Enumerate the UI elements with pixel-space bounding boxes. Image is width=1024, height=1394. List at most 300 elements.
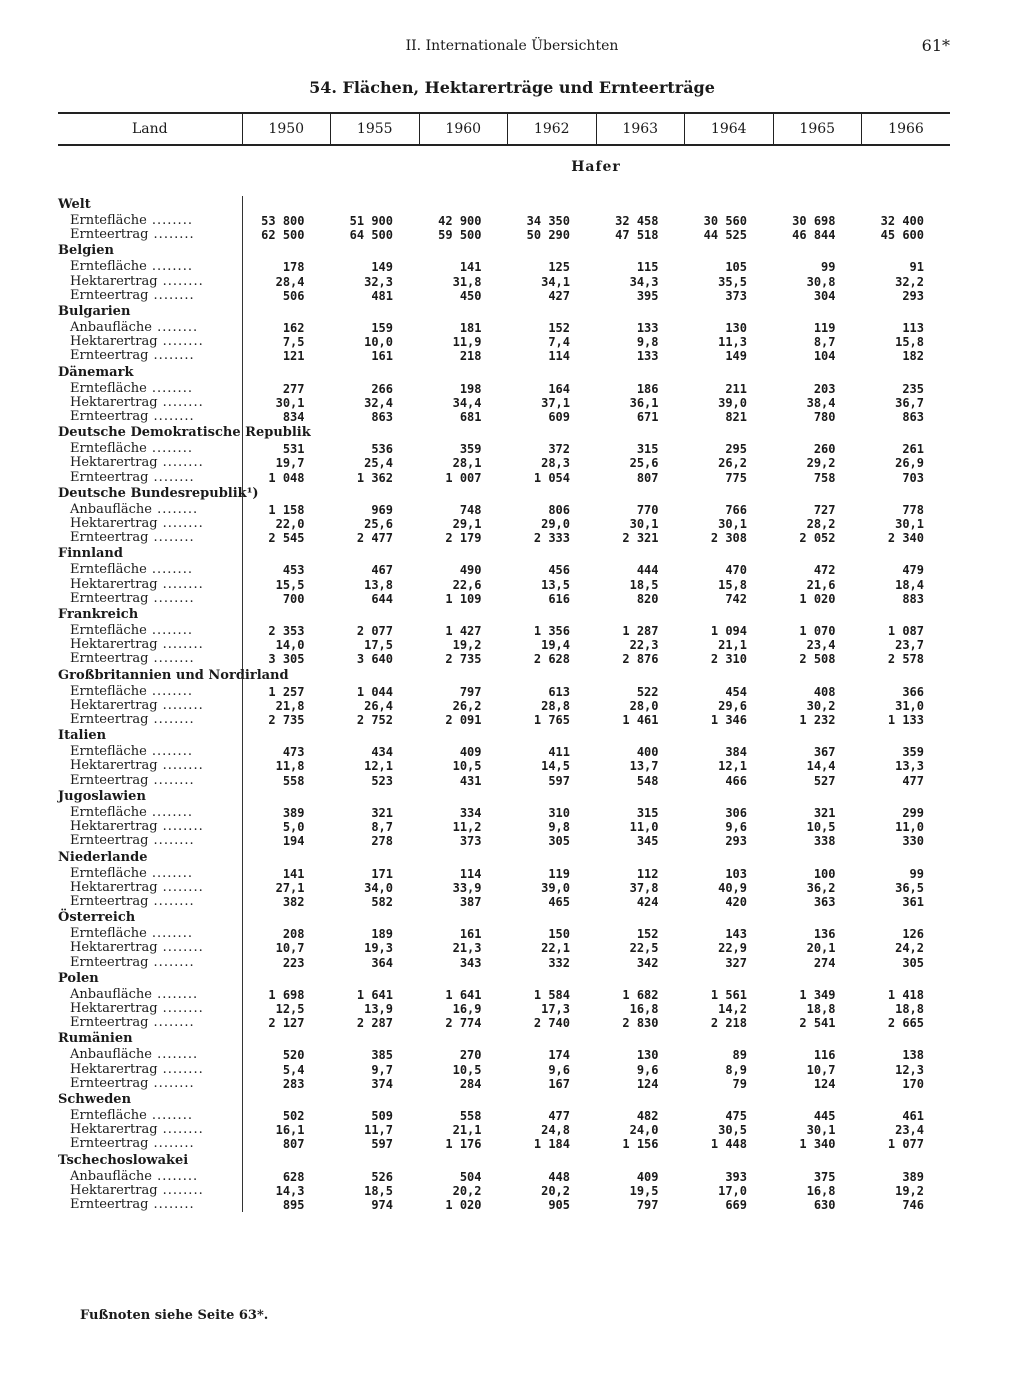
country-row [58,1091,950,1109]
value-cell: 295 [725,442,747,457]
value-cell: 582 [371,894,393,909]
value-cell: 14,4 [806,759,836,774]
metric-label-text: Ernteertrag [70,1196,149,1212]
value-cell: 9,6 [636,1062,659,1077]
metric-row [58,806,950,820]
value-cell: 164 [548,381,570,396]
leader-dots: ........ [151,986,199,1002]
value-cell: 2 774 [445,1016,482,1031]
value-cell: 22,5 [629,941,659,956]
value-cell: 748 [459,502,482,517]
leader-dots: ........ [148,287,195,303]
metric-label [58,1016,242,1030]
country-name: Belgien [58,243,114,259]
country-name: Tschechoslowakei [58,1152,189,1168]
value-cell: 536 [371,442,393,457]
value-cell: 1 584 [533,987,570,1002]
leader-dots: ........ [157,516,204,532]
value-cell: 461 [902,1108,924,1123]
metric-label [58,442,242,456]
value-cell: 16,1 [242,1123,331,1137]
leader-dots: ........ [157,1122,204,1138]
value-cell: 278 [371,834,393,849]
metric-label [58,806,242,820]
metric-row [58,275,950,289]
value-cell: 385 [371,1048,393,1063]
value-cell: 28,3 [541,456,570,471]
leader-dots: ........ [157,273,204,289]
value-cell: 1 007 [445,470,482,485]
value-cell: 630 [813,1197,836,1212]
value-cell: 1 561 [710,987,747,1002]
value-cell: 159 [371,321,393,336]
metric-row [58,1198,950,1212]
value-cell: 465 [548,894,570,909]
value-cell: 434 [371,745,393,760]
metric-row [58,1123,950,1137]
value-cell: 467 [371,563,393,578]
value-cell: 32,2 [895,274,924,289]
leader-dots: ........ [146,926,193,942]
value-cell: 126 [902,927,924,942]
value-cell: 10,0 [364,335,393,350]
country-name: Polen [58,970,99,986]
value-cell: 504 [459,1169,482,1184]
metric-row [58,881,950,895]
value-cell: 7,4 [548,335,570,350]
value-cell: 766 [725,502,747,517]
metric-row [58,1170,950,1184]
value-cell: 30,5 [718,1123,747,1138]
header-year: 1964 [685,113,774,145]
value-cell: 11,0 [629,820,659,835]
country-name: Großbritannien und Nordirland [58,667,289,683]
metric-label-text: Ernteertrag [70,712,149,728]
leader-dots: ........ [157,758,204,774]
metric-row [58,867,950,881]
value-cell: 218 [459,349,482,364]
value-cell: 31,8 [452,274,482,289]
value-cell: 2 179 [445,531,482,546]
value-cell: 1 048 [242,471,331,485]
metric-label [58,895,242,909]
value-cell: 7,5 [242,335,331,349]
metric-label-text: Hektarertrag [70,758,158,774]
leader-dots: ........ [151,1168,199,1184]
value-cell: 8,7 [813,335,836,350]
value-cell: 883 [902,591,924,606]
value-cell: 400 [636,745,659,760]
value-cell: 50 290 [526,228,570,243]
value-cell: 24,8 [541,1123,570,1138]
value-cell: 746 [902,1197,924,1212]
value-cell: 2 752 [356,713,393,728]
metric-row [58,834,950,848]
value-cell: 13,3 [895,759,924,774]
leader-dots: ........ [151,501,199,517]
metric-label-text: Hektarertrag [70,879,158,895]
value-cell: 332 [548,955,570,970]
value-cell: 2 830 [622,1016,659,1031]
value-cell: 2 321 [622,531,659,546]
value-cell: 770 [636,502,659,517]
value-cell: 112 [636,866,659,881]
leader-dots: ........ [146,1107,193,1123]
value-cell: 211 [725,381,747,396]
metric-label [58,382,242,396]
metric-label-text: Anbaufläche [70,986,152,1002]
value-cell: 306 [725,805,747,820]
value-cell: 25,4 [364,456,393,471]
metric-row [58,410,950,424]
country-row [58,909,950,927]
metric-label [58,956,242,970]
value-cell: 343 [459,955,482,970]
value-cell: 834 [242,410,331,424]
leader-dots: ........ [148,712,195,728]
value-cell: 121 [242,349,331,363]
value-cell: 141 [242,867,331,881]
value-cell: 742 [725,591,747,606]
metric-label-text: Erntefläche [70,562,147,578]
value-cell: 260 [813,442,836,457]
metric-row [58,759,950,773]
value-cell: 2 735 [445,652,482,667]
value-cell: 502 [242,1109,331,1123]
value-cell: 13,7 [629,759,659,774]
value-cell: 32,4 [364,395,393,410]
metric-row [58,214,950,228]
value-cell: 34 350 [526,214,570,228]
metric-label [58,881,242,895]
value-cell: 10,7 [806,1062,836,1077]
leader-dots: ........ [148,590,195,606]
metric-row [58,442,950,456]
value-cell: 99 [909,866,924,881]
value-cell: 170 [902,1076,924,1091]
leader-dots: ........ [157,879,204,895]
value-cell: 30 698 [792,214,836,228]
running-head: II. Internationale Übersichten [405,38,619,54]
value-cell: 669 [725,1197,747,1212]
value-cell: 20,2 [452,1183,482,1198]
value-cell: 1 698 [242,988,331,1002]
value-cell: 1 077 [887,1137,924,1152]
metric-label [58,1123,242,1137]
value-cell: 19,5 [629,1183,659,1198]
value-cell: 141 [459,260,482,275]
value-cell: 223 [242,956,331,970]
metric-label-text: Hektarertrag [70,940,158,956]
leader-dots: ........ [148,833,195,849]
value-cell: 36,1 [629,395,659,410]
country-row [58,424,950,442]
metric-label [58,228,242,242]
value-cell: 119 [548,866,570,881]
header-year: 1955 [331,113,420,145]
value-cell: 119 [813,321,836,336]
metric-row [58,531,950,545]
metric-label-text: Hektarertrag [70,697,158,713]
value-cell: 1 448 [710,1137,747,1152]
page-number: 61* [921,36,950,55]
value-cell: 125 [548,260,570,275]
metric-label [58,867,242,881]
metric-row [58,988,950,1002]
value-cell: 11,8 [242,759,331,773]
leader-dots: ........ [146,441,193,457]
value-cell: 116 [813,1048,836,1063]
metric-label-text: Hektarertrag [70,819,158,835]
country-name: Schweden [58,1091,132,1107]
value-cell: 161 [459,927,482,942]
value-cell: 8,9 [725,1062,747,1077]
country-name: Jugoslawien [58,788,146,804]
value-cell: 5,0 [242,820,331,834]
value-cell: 1 641 [356,987,393,1002]
value-cell: 16,8 [806,1183,836,1198]
metric-label [58,652,242,666]
value-cell: 363 [813,894,836,909]
value-cell: 1 020 [445,1197,482,1212]
value-cell: 1 418 [887,987,924,1002]
value-cell: 558 [242,774,331,788]
value-cell: 23,4 [806,638,836,653]
metric-label [58,503,242,517]
header-year: 1965 [773,113,862,145]
value-cell: 373 [725,288,747,303]
value-cell: 1 765 [533,713,570,728]
value-cell: 62 500 [242,228,331,242]
metric-row [58,699,950,713]
value-cell: 133 [636,349,659,364]
metric-label-text: Erntefläche [70,926,147,942]
header-row [58,113,950,145]
value-cell: 2 308 [710,531,747,546]
metric-label-text: Erntefläche [70,259,147,275]
value-cell: 24,2 [895,941,924,956]
metric-label-text: Erntefläche [70,441,147,457]
value-cell: 11,3 [718,335,747,350]
value-cell: 609 [548,410,570,425]
value-cell: 34,1 [541,274,570,289]
value-cell: 167 [548,1076,570,1091]
value-cell: 13,9 [364,1001,393,1016]
value-cell: 16,8 [629,1001,659,1016]
leader-dots: ........ [157,334,204,350]
leader-dots: ........ [146,259,193,275]
value-cell: 445 [813,1108,836,1123]
value-cell: 453 [242,563,331,577]
metric-row [58,578,950,592]
value-cell: 1 158 [242,503,331,517]
metric-label [58,578,242,592]
metric-label-text: Erntefläche [70,380,147,396]
value-cell: 905 [548,1197,570,1212]
leader-dots: ........ [148,1075,195,1091]
metric-row [58,228,950,242]
value-cell: 526 [371,1169,393,1184]
metric-label-text: Hektarertrag [70,334,158,350]
value-cell: 34,4 [452,395,482,410]
leader-dots: ........ [146,380,193,396]
value-cell: 2 665 [887,1016,924,1031]
value-cell: 47 518 [615,228,659,243]
value-cell: 389 [242,806,331,820]
metric-label-text: Ernteertrag [70,469,149,485]
metric-row [58,349,950,363]
value-cell: 315 [636,442,659,457]
metric-row [58,503,950,517]
value-cell: 18,5 [629,577,659,592]
value-cell: 10,7 [242,941,331,955]
value-cell: 19,3 [364,941,393,956]
crop-heading: Hafer [571,159,621,175]
value-cell: 20,1 [806,941,836,956]
metric-label-text: Erntefläche [70,865,147,881]
metric-label-text: Ernteertrag [70,1075,149,1091]
value-cell: 11,2 [452,820,482,835]
value-cell: 162 [242,321,331,335]
metric-row [58,927,950,941]
leader-dots: ........ [148,348,195,364]
value-cell: 208 [242,927,331,941]
value-cell: 2 077 [356,624,393,639]
value-cell: 473 [242,745,331,759]
value-cell: 203 [813,381,836,396]
value-cell: 21,1 [452,1123,482,1138]
value-cell: 1 287 [622,624,659,639]
value-cell: 194 [242,834,331,848]
value-cell: 305 [548,834,570,849]
value-cell: 9,7 [371,1062,393,1077]
country-name: Bulgarien [58,304,131,320]
value-cell: 284 [459,1076,482,1091]
value-cell: 597 [548,773,570,788]
header-year: 1962 [508,113,597,145]
value-cell: 152 [636,927,659,942]
country-row [58,849,950,867]
value-cell: 143 [725,927,747,942]
leader-dots: ........ [148,409,195,425]
value-cell: 1 184 [533,1137,570,1152]
value-cell: 14,2 [718,1001,747,1016]
value-cell: 130 [725,321,747,336]
value-cell: 34,0 [364,880,393,895]
value-cell: 12,3 [895,1062,924,1077]
value-cell: 25,6 [629,456,659,471]
value-cell: 411 [548,745,570,760]
country-row [58,196,950,214]
country-name: Italien [58,728,107,744]
value-cell: 482 [636,1108,659,1123]
value-cell: 5,4 [242,1063,331,1077]
value-cell: 161 [371,349,393,364]
value-cell: 9,6 [548,1062,570,1077]
value-cell: 466 [725,773,747,788]
value-cell: 30,1 [718,517,747,532]
value-cell: 22,1 [541,941,570,956]
leader-dots: ........ [157,697,204,713]
value-cell: 21,3 [452,941,482,956]
leader-dots: ........ [148,227,195,243]
value-cell: 700 [242,592,331,606]
value-cell: 384 [725,745,747,760]
leader-dots: ........ [148,651,195,667]
value-cell: 30,1 [895,517,924,532]
value-cell: 22,6 [452,577,482,592]
value-cell: 29,1 [452,517,482,532]
value-cell: 531 [242,442,331,456]
value-cell: 14,3 [242,1184,331,1198]
value-cell: 189 [371,927,393,942]
value-cell: 775 [725,470,747,485]
value-cell: 266 [371,381,393,396]
value-cell: 28,2 [806,517,836,532]
metric-label-text: Erntefläche [70,1107,147,1123]
value-cell: 558 [459,1108,482,1123]
value-cell: 19,2 [895,1183,924,1198]
value-cell: 477 [548,1108,570,1123]
value-cell: 19,4 [541,638,570,653]
metric-label [58,396,242,410]
metric-row [58,1109,950,1123]
header-year: 1950 [242,113,331,145]
value-cell: 277 [242,382,331,396]
value-cell: 28,0 [629,698,659,713]
value-cell: 1 349 [799,987,836,1002]
value-cell: 299 [902,805,924,820]
leader-dots: ........ [146,562,193,578]
value-cell: 1 346 [710,713,747,728]
value-cell: 181 [459,321,482,336]
metric-label-text: Hektarertrag [70,1000,158,1016]
value-cell: 1 133 [887,713,924,728]
value-cell: 315 [636,805,659,820]
metric-label-text: Ernteertrag [70,1136,149,1152]
metric-label-text: Ernteertrag [70,651,149,667]
value-cell: 9,6 [725,820,747,835]
value-cell: 36,7 [895,395,924,410]
value-cell: 1 232 [799,713,836,728]
leader-dots: ........ [146,744,193,760]
metric-row [58,592,950,606]
value-cell: 31,0 [895,698,924,713]
header-year: 1960 [419,113,508,145]
value-cell: 821 [725,410,747,425]
metric-row [58,321,950,335]
value-cell: 2 541 [799,1016,836,1031]
metric-row [58,1016,950,1030]
metric-label [58,321,242,335]
value-cell: 32 458 [615,214,659,228]
metric-label-text: Hektarertrag [70,455,158,471]
metric-label [58,774,242,788]
value-cell: 124 [636,1076,659,1091]
value-cell: 15,5 [242,578,331,592]
value-cell: 12,5 [242,1002,331,1016]
value-cell: 12,1 [718,759,747,774]
value-cell: 45 600 [880,228,924,243]
value-cell: 2 333 [533,531,570,546]
footnote: Fußnoten siehe Seite 63*. [80,1308,269,1323]
metric-label [58,1170,242,1184]
value-cell: 321 [813,805,836,820]
metric-label [58,834,242,848]
value-cell: 382 [242,895,331,909]
value-cell: 26,4 [364,698,393,713]
value-cell: 806 [548,502,570,517]
